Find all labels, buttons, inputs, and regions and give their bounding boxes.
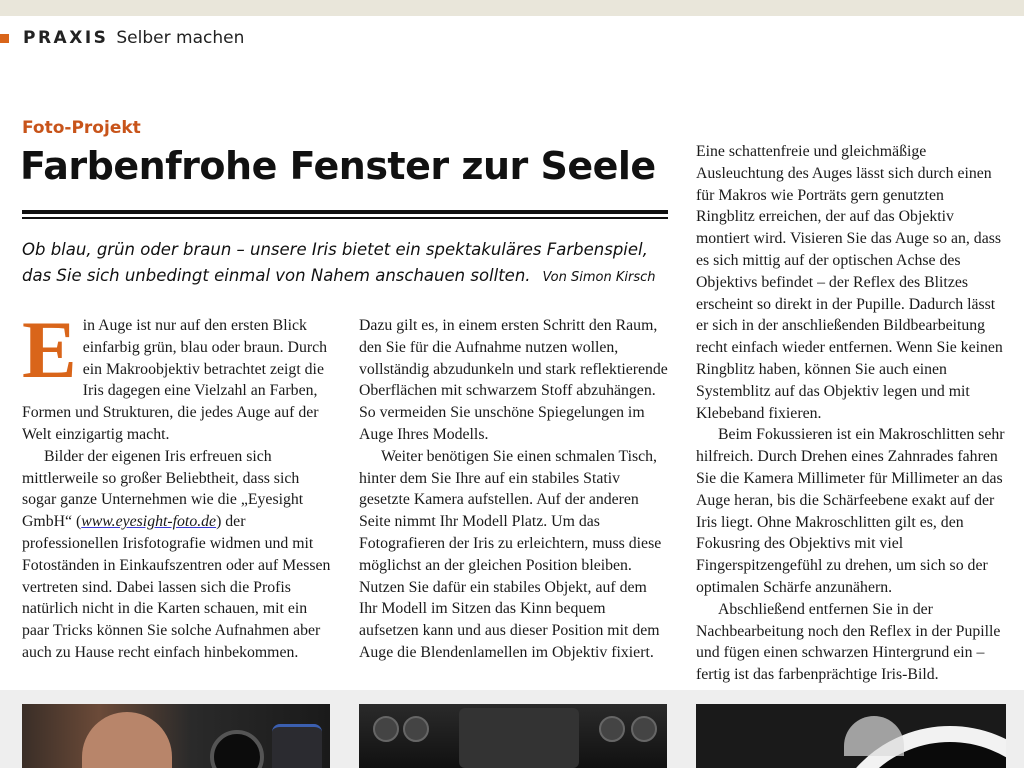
- camera-body-shape: [272, 724, 322, 768]
- camera-viewfinder-shape: [459, 708, 579, 768]
- paragraph-text: in Auge ist nur auf den ersten Blick einfarbig grün, blau oder braun. Durch ein Makroobjektiv betrachtet zeigt die Iris dagegen eine Vielzahl an Farben, Formen und Strukturen, die jedes Auge auf der Welt einzigartig macht.: [22, 317, 328, 443]
- camera-button-shape: [631, 716, 657, 742]
- paragraph: Beim Fokussieren ist ein Makroschlitten sehr hilfreich. Durch Drehen eines Zahnrades fahren Sie die Kamera Millimeter für Millimeter an das Auge heran, bis die Schärfeebene exakt auf der Iris liegt. Ohne Makroschlitten gilt es, den Fokusring des Objektivs mit viel Fingerspitzengefühl zu drehen, um sich so der optimalen Schärfe anzunähern.: [696, 426, 1005, 596]
- section-header: [0, 27, 244, 49]
- paragraph: [22, 304, 332, 446]
- photo-camera-back: [359, 704, 667, 768]
- article-byline: Von Simon Kirsch: [542, 270, 656, 285]
- section-subtitle: Selber machen: [116, 28, 245, 48]
- website-link[interactable]: www.eyesight-foto.de: [81, 513, 217, 531]
- flash-reflection-shape: [844, 716, 904, 756]
- camera-button-shape: [599, 716, 625, 742]
- text-column-1: [22, 304, 332, 664]
- camera-button-shape: [403, 716, 429, 742]
- camera-lens-shape: [210, 730, 264, 768]
- paragraph: Dazu gilt es, in einem ersten Schritt den Raum, den Sie für die Aufnahme nutzen wollen, vollständig abzudunkeln und stark reflektierende Oberflächen mit schwarzem Stoff abzuhängen. So vermeiden Sie unschöne Spiegelungen im Auge Ihres Modells.: [359, 317, 668, 443]
- text-column-2: [359, 315, 669, 664]
- teaser-text: Ob blau, grün oder braun – unsere Iris bietet ein spektakuläres Farbenspiel, das Sie sich unbedingt einmal von Nahem anschauen sollten.: [22, 240, 648, 285]
- article-kicker: Foto-Projekt: [22, 118, 141, 138]
- paragraph: Eine schattenfreie und gleichmäßige Ausleuchtung des Auges lässt sich durch einen für Makros wie Porträts gern genutzten Ringblitz erreichen, der auf das Objektiv montiert wird. Visieren Sie das Auge so an, dass es sich mittig auf der optischen Achse des Objektivs befindet – der Reflex des Blitzes erscheint so direkt in der Pupille. Dadurch lässt er sich in der anschließenden Bildbearbeitung recht einfach wieder entfernen. Wenn Sie keinen Ringblitz haben, können Sie auch einen Systemblitz auf das Objektiv legen und mit Klebeband fixieren.: [696, 143, 1003, 422]
- text-column-3: [696, 141, 1006, 686]
- paragraph-text: ) der professionellen Irisfotografie widmen und mit Fotoständen in Einkaufszentren oder auf Messen vertreten sind. Dabei lassen sich die Profis natürlich nicht in die Karten schauen, mit ein paar Tricks können Sie solche Aufnahmen aber auch zu Hause recht einfach hinbekommen.: [22, 513, 331, 661]
- photo-photographer-with-camera: [22, 704, 330, 768]
- drop-cap: E: [22, 304, 77, 395]
- top-strip: [0, 0, 1024, 16]
- headline-rule-thin: [22, 217, 668, 219]
- section-title: PRAXIS: [23, 28, 109, 48]
- article-teaser: [22, 237, 672, 291]
- paragraph: Abschließend entfernen Sie in der Nachbearbeitung noch den Reflex in der Pupille und fügen einen schwarzen Hintergrund ein – fertig ist das farbenprächtige Iris-Bild.: [696, 600, 1001, 684]
- photographer-head-shape: [82, 712, 172, 768]
- article-headline: Farbenfrohe Fenster zur Seele: [20, 144, 656, 188]
- paragraph: Weiter benötigen Sie einen schmalen Tisch, hinter dem Sie Ihre auf ein stabiles Stativ gesetzte Kamera aufstellen. Auf der anderen Seite nimmt Ihr Modell Platz. Um das Fotografieren der Iris zu erleichtern, muss diese möglichst an der gleichen Position bleiben. Nutzen Sie dafür ein stabiles Objekt, auf dem Ihr Modell im Sitzen das Kinn bequem aufsetzen kann und aus dieser Position mit dem Auge die Blendenlamellen im Objektiv fixiert.: [359, 447, 662, 661]
- headline-rule-thick: [22, 210, 668, 214]
- section-marker-icon: [0, 34, 9, 43]
- paragraph: [22, 446, 332, 664]
- camera-button-shape: [373, 716, 399, 742]
- photo-ring-flash: [696, 704, 1006, 768]
- paragraph-text: Bilder der eigenen Iris erfreuen sich mittlerweile so großer Beliebtheit, dass sich sogar ganze Unternehmen wie die „Eyesight GmbH“ (: [22, 447, 304, 531]
